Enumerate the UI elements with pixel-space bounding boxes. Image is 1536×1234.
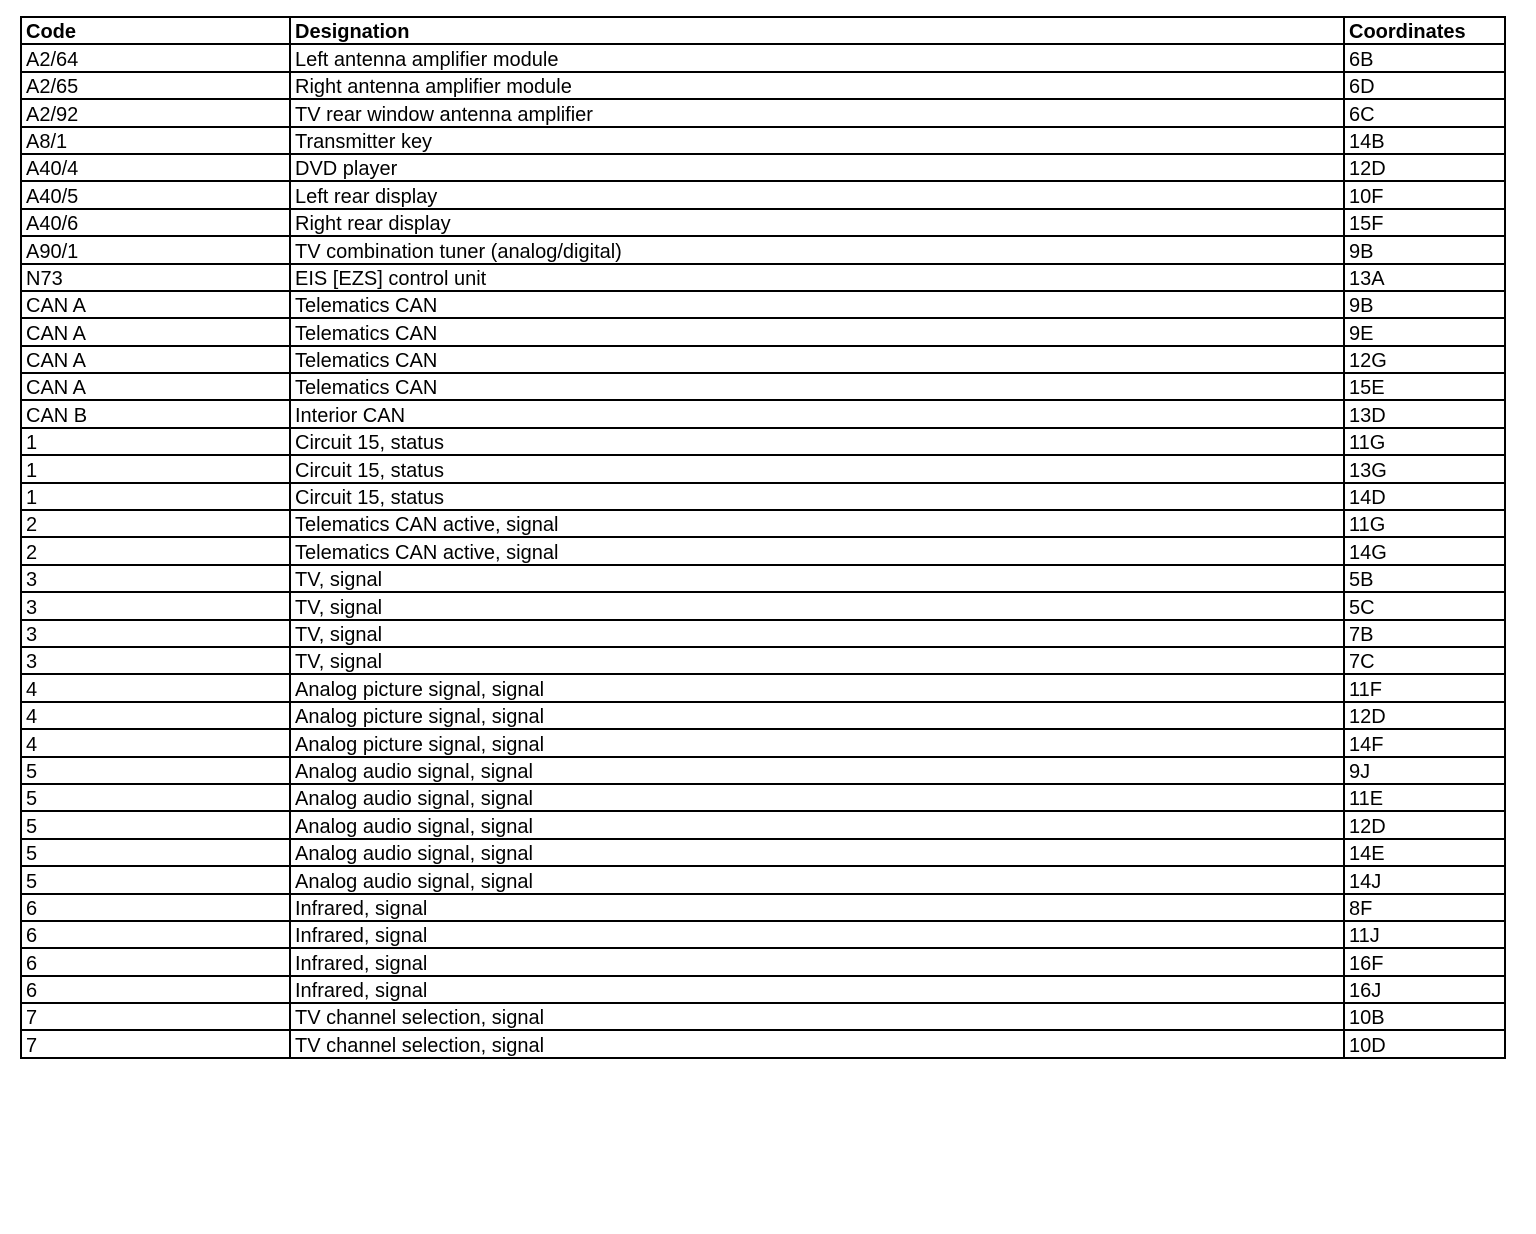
designation-cell: Right rear display [290, 209, 1344, 236]
table-row [21, 209, 1505, 236]
designation-cell: Circuit 15, status [290, 455, 1344, 482]
code-cell: A40/4 [21, 154, 290, 181]
coordinates-cell: 6B [1344, 44, 1505, 71]
coordinates-cell: 12G [1344, 346, 1505, 373]
table-row [21, 455, 1505, 482]
table-row [21, 44, 1505, 71]
table-row [21, 99, 1505, 126]
code-cell: 3 [21, 592, 290, 619]
designation-cell: DVD player [290, 154, 1344, 181]
designation-cell: EIS [EZS] control unit [290, 264, 1344, 291]
coordinates-cell: 14D [1344, 483, 1505, 510]
designation-cell: Interior CAN [290, 400, 1344, 427]
code-cell: 5 [21, 784, 290, 811]
table-row [21, 674, 1505, 701]
coordinates-cell: 9B [1344, 236, 1505, 263]
code-cell: CAN A [21, 318, 290, 345]
coordinates-cell: 10B [1344, 1003, 1505, 1030]
designation-cell: TV combination tuner (analog/digital) [290, 236, 1344, 263]
designation-cell: Analog picture signal, signal [290, 674, 1344, 701]
table-row [21, 647, 1505, 674]
header-row [21, 17, 1505, 44]
designation-cell: Analog audio signal, signal [290, 757, 1344, 784]
designation-cell: Analog picture signal, signal [290, 729, 1344, 756]
coordinates-cell: 5C [1344, 592, 1505, 619]
coordinates-cell: 11F [1344, 674, 1505, 701]
table-row [21, 236, 1505, 263]
table-row [21, 181, 1505, 208]
code-cell: 3 [21, 620, 290, 647]
code-cell: 4 [21, 702, 290, 729]
code-cell: 2 [21, 510, 290, 537]
table-row [21, 976, 1505, 1003]
coordinates-cell: 14J [1344, 866, 1505, 893]
code-cell: 5 [21, 839, 290, 866]
table-row [21, 483, 1505, 510]
table-row [21, 784, 1505, 811]
designation-cell: Transmitter key [290, 127, 1344, 154]
designation-cell: TV, signal [290, 592, 1344, 619]
coordinates-cell: 14E [1344, 839, 1505, 866]
coordinates-cell: 11J [1344, 921, 1505, 948]
table-row [21, 318, 1505, 345]
code-cell: 1 [21, 428, 290, 455]
code-cell: 2 [21, 537, 290, 564]
code-cell: A2/92 [21, 99, 290, 126]
code-cell: A2/64 [21, 44, 290, 71]
table-row [21, 592, 1505, 619]
coordinates-cell: 12D [1344, 702, 1505, 729]
code-cell: 7 [21, 1030, 290, 1057]
code-cell: 3 [21, 647, 290, 674]
table-row [21, 565, 1505, 592]
coordinates-cell: 10D [1344, 1030, 1505, 1057]
code-cell: 5 [21, 866, 290, 893]
table-row [21, 428, 1505, 455]
code-cell: N73 [21, 264, 290, 291]
code-cell: 4 [21, 729, 290, 756]
designation-cell: Telematics CAN [290, 346, 1344, 373]
code-cell: 5 [21, 757, 290, 784]
code-cell: 6 [21, 948, 290, 975]
designation-cell: Analog audio signal, signal [290, 866, 1344, 893]
coordinates-cell: 9B [1344, 291, 1505, 318]
coordinates-cell: 8F [1344, 894, 1505, 921]
coordinates-cell: 13G [1344, 455, 1505, 482]
table-row [21, 537, 1505, 564]
table-row [21, 757, 1505, 784]
table-row [21, 264, 1505, 291]
code-cell: 5 [21, 811, 290, 838]
coordinates-cell: 6D [1344, 72, 1505, 99]
code-cell: CAN A [21, 373, 290, 400]
designation-cell: TV rear window antenna amplifier [290, 99, 1344, 126]
designation-cell: Analog audio signal, signal [290, 839, 1344, 866]
designation-cell: TV channel selection, signal [290, 1003, 1344, 1030]
code-cell: 3 [21, 565, 290, 592]
designation-cell: Telematics CAN [290, 318, 1344, 345]
designation-cell: Telematics CAN active, signal [290, 510, 1344, 537]
table-row [21, 729, 1505, 756]
coordinates-cell: 11G [1344, 428, 1505, 455]
designation-cell: Telematics CAN active, signal [290, 537, 1344, 564]
designation-cell: Telematics CAN [290, 291, 1344, 318]
coordinates-cell: 14B [1344, 127, 1505, 154]
coordinates-cell: 14G [1344, 537, 1505, 564]
coordinates-cell: 11E [1344, 784, 1505, 811]
coordinates-cell: 16J [1344, 976, 1505, 1003]
coordinates-cell: 6C [1344, 99, 1505, 126]
designation-cell: Telematics CAN [290, 373, 1344, 400]
code-cell: A2/65 [21, 72, 290, 99]
header-designation: Designation [290, 17, 1344, 44]
designation-cell: TV channel selection, signal [290, 1030, 1344, 1057]
coordinates-cell: 13D [1344, 400, 1505, 427]
code-cell: 7 [21, 1003, 290, 1030]
table-row [21, 702, 1505, 729]
table-row [21, 866, 1505, 893]
table-row [21, 811, 1505, 838]
designation-cell: Circuit 15, status [290, 428, 1344, 455]
table-row [21, 154, 1505, 181]
legend-table [20, 16, 1506, 1059]
code-cell: 6 [21, 976, 290, 1003]
designation-cell: Infrared, signal [290, 921, 1344, 948]
table-row [21, 948, 1505, 975]
coordinates-cell: 7C [1344, 647, 1505, 674]
designation-cell: Left antenna amplifier module [290, 44, 1344, 71]
designation-cell: TV, signal [290, 620, 1344, 647]
table-row [21, 839, 1505, 866]
header-coordinates: Coordinates [1344, 17, 1505, 44]
table-row [21, 127, 1505, 154]
designation-cell: TV, signal [290, 647, 1344, 674]
code-cell: 1 [21, 455, 290, 482]
table-row [21, 1030, 1505, 1057]
code-cell: CAN A [21, 346, 290, 373]
designation-cell: Analog picture signal, signal [290, 702, 1344, 729]
designation-cell: Analog audio signal, signal [290, 784, 1344, 811]
table-row [21, 894, 1505, 921]
code-cell: CAN A [21, 291, 290, 318]
table-row [21, 291, 1505, 318]
coordinates-cell: 12D [1344, 154, 1505, 181]
designation-cell: Infrared, signal [290, 948, 1344, 975]
table-row [21, 921, 1505, 948]
code-cell: A8/1 [21, 127, 290, 154]
code-cell: 6 [21, 894, 290, 921]
designation-cell: Right antenna amplifier module [290, 72, 1344, 99]
code-cell: CAN B [21, 400, 290, 427]
table-row [21, 400, 1505, 427]
code-cell: 6 [21, 921, 290, 948]
coordinates-cell: 9E [1344, 318, 1505, 345]
code-cell: A90/1 [21, 236, 290, 263]
coordinates-cell: 11G [1344, 510, 1505, 537]
designation-cell: Infrared, signal [290, 976, 1344, 1003]
table-row [21, 620, 1505, 647]
header-code: Code [21, 17, 290, 44]
designation-cell: Circuit 15, status [290, 483, 1344, 510]
coordinates-cell: 12D [1344, 811, 1505, 838]
coordinates-cell: 15F [1344, 209, 1505, 236]
coordinates-cell: 16F [1344, 948, 1505, 975]
coordinates-cell: 14F [1344, 729, 1505, 756]
coordinates-cell: 9J [1344, 757, 1505, 784]
designation-cell: Infrared, signal [290, 894, 1344, 921]
coordinates-cell: 13A [1344, 264, 1505, 291]
code-cell: A40/6 [21, 209, 290, 236]
coordinates-cell: 7B [1344, 620, 1505, 647]
table-row [21, 346, 1505, 373]
table-row [21, 72, 1505, 99]
table-row [21, 1003, 1505, 1030]
coordinates-cell: 5B [1344, 565, 1505, 592]
designation-cell: Analog audio signal, signal [290, 811, 1344, 838]
table-row [21, 510, 1505, 537]
designation-cell: Left rear display [290, 181, 1344, 208]
code-cell: A40/5 [21, 181, 290, 208]
coordinates-cell: 15E [1344, 373, 1505, 400]
code-cell: 4 [21, 674, 290, 701]
designation-cell: TV, signal [290, 565, 1344, 592]
table-body [21, 44, 1505, 1057]
table-row [21, 373, 1505, 400]
coordinates-cell: 10F [1344, 181, 1505, 208]
code-cell: 1 [21, 483, 290, 510]
